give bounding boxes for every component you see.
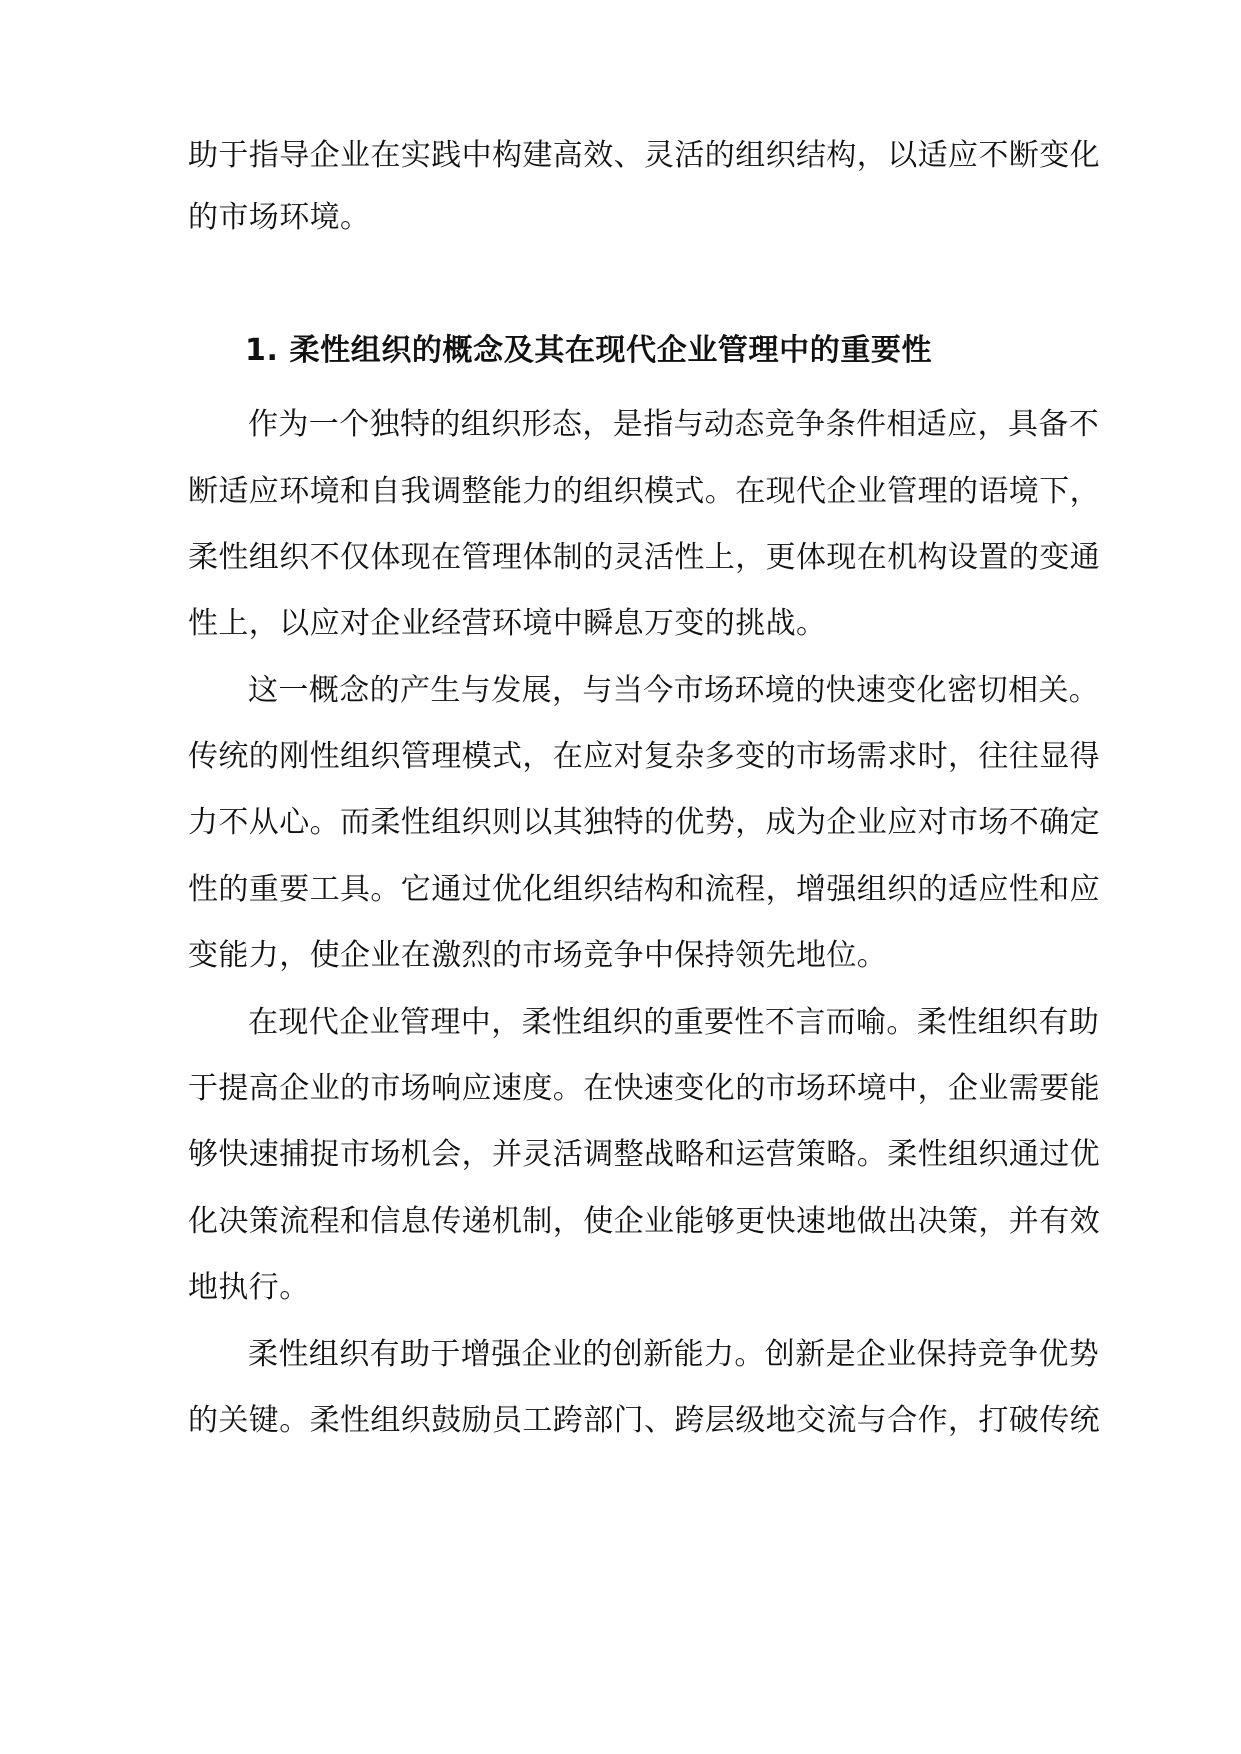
paragraph-line: 化决策流程和信息传递机制，使企业能够更快速地做出决策，并有效 bbox=[188, 1204, 1100, 1239]
paragraph-line: 力不从心。而柔性组织则以其独特的优势，成为企业应对市场不确定 bbox=[188, 805, 1100, 840]
paragraph-line: 这一概念的产生与发展，与当今市场环境的快速变化密切相关。 bbox=[248, 673, 1100, 708]
paragraph-line: 断适应环境和自我调整能力的组织模式。在现代企业管理的语境下， bbox=[188, 474, 1100, 509]
paragraph-line: 够快速捕捉市场机会，并灵活调整战略和运营策略。柔性组织通过优 bbox=[188, 1137, 1100, 1172]
paragraph-line: 地执行。 bbox=[188, 1270, 310, 1305]
paragraph-line: 变能力，使企业在激烈的市场竞争中保持领先地位。 bbox=[188, 938, 888, 973]
paragraph-line: 传统的刚性组织管理模式，在应对复杂多变的市场需求时，往往显得 bbox=[188, 739, 1100, 774]
paragraph-line: 性的重要工具。它通过优化组织结构和流程，增强组织的适应性和应 bbox=[188, 872, 1100, 907]
section-heading: 1. 柔性组织的概念及其在现代企业管理中的重要性 bbox=[245, 333, 933, 368]
paragraph-line: 柔性组织不仅体现在管理体制的灵活性上，更体现在机构设置的变通 bbox=[188, 540, 1100, 575]
paragraph-line: 作为一个独特的组织形态，是指与动态竞争条件相适应，具备不 bbox=[248, 407, 1100, 442]
paragraph-line: 的市场环境。 bbox=[188, 200, 371, 235]
paragraph-line: 性上，以应对企业经营环境中瞬息万变的挑战。 bbox=[188, 606, 827, 641]
paragraph-line: 于提高企业的市场响应速度。在快速变化的市场环境中，企业需要能 bbox=[188, 1071, 1100, 1106]
paragraph-line: 的关键。柔性组织鼓励员工跨部门、跨层级地交流与合作，打破传统 bbox=[188, 1403, 1100, 1438]
paragraph-line: 柔性组织有助于增强企业的创新能力。创新是企业保持竞争优势 bbox=[248, 1337, 1100, 1372]
paragraph-line: 助于指导企业在实践中构建高效、灵活的组织结构，以适应不断变化 bbox=[188, 138, 1100, 173]
paragraph-line: 在现代企业管理中，柔性组织的重要性不言而喻。柔性组织有助 bbox=[248, 1005, 1100, 1040]
